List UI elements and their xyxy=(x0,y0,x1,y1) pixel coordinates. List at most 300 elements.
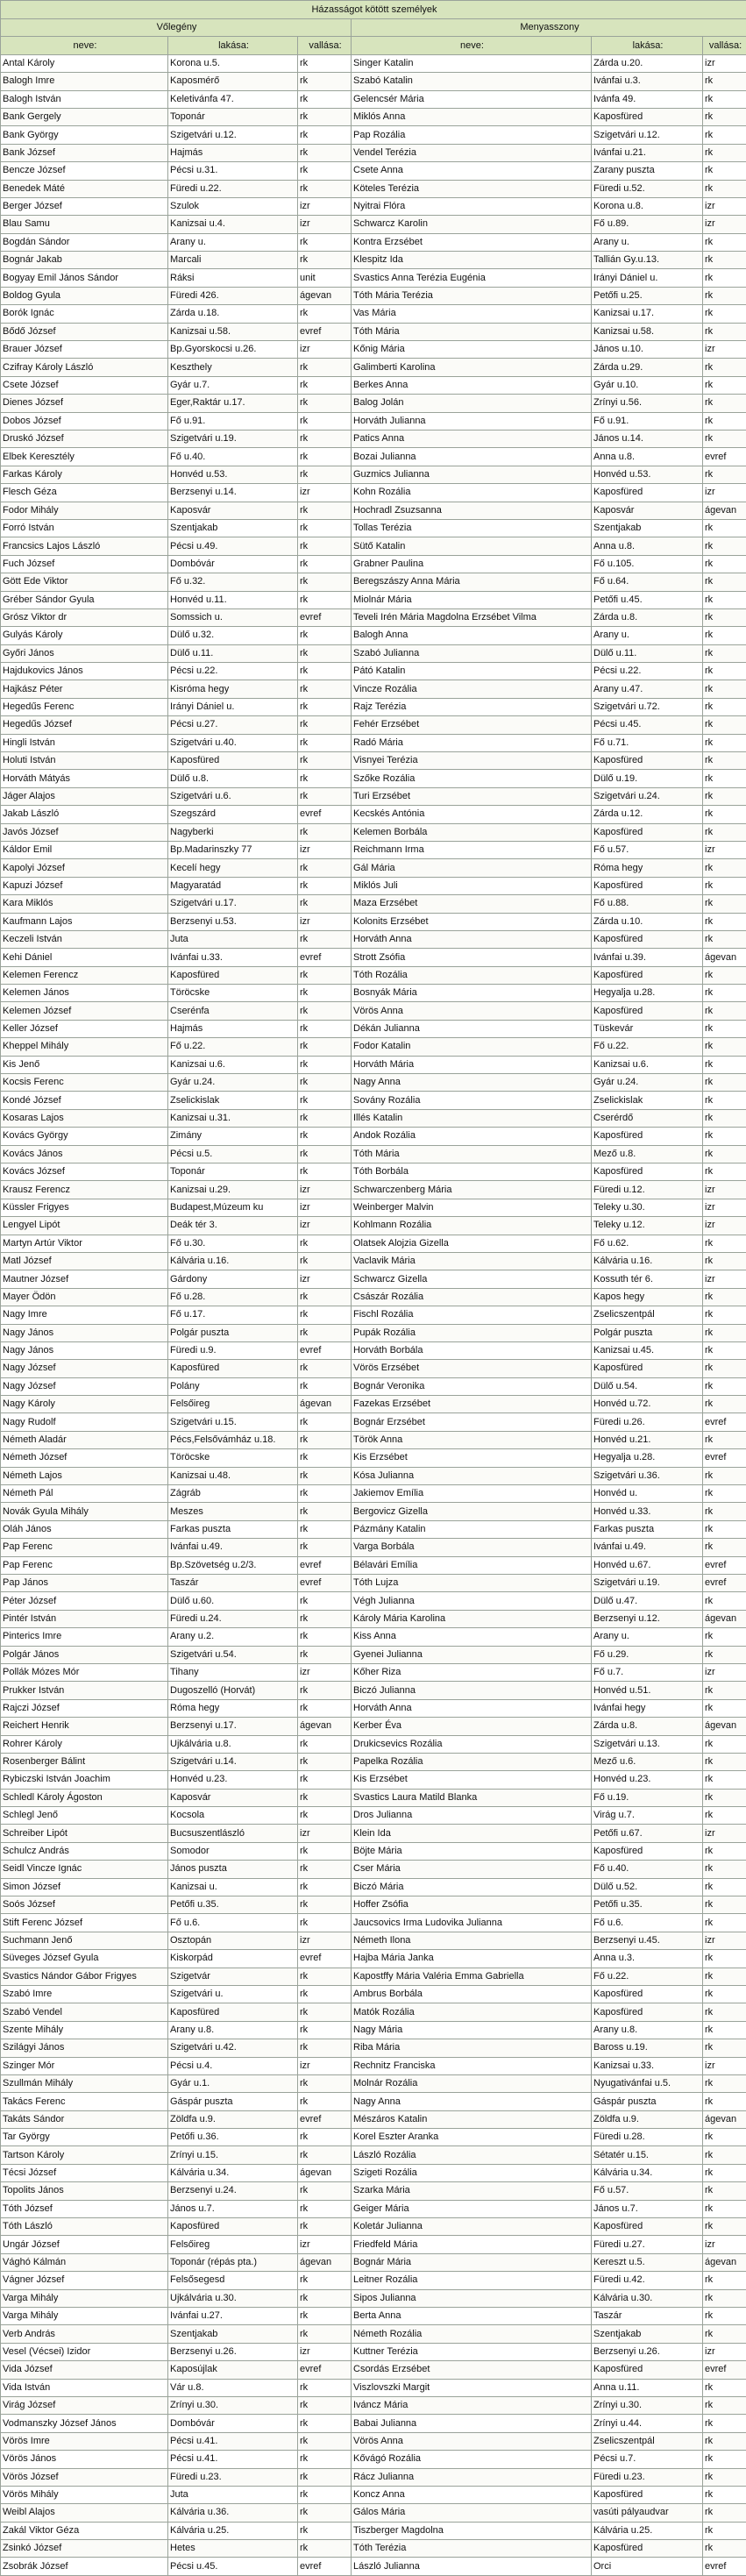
groom-name-cell: Kosaras Lajos xyxy=(1,1109,168,1127)
bride-religion-cell: rk xyxy=(703,1341,746,1359)
groom-name-cell: Schledl Károly Ágoston xyxy=(1,1789,168,1806)
bride-religion-cell: rk xyxy=(703,1735,746,1753)
groom-name-cell: Weibl Alajos xyxy=(1,2504,168,2522)
table-row xyxy=(1,287,746,304)
bride-religion-cell: rk xyxy=(703,2003,746,2021)
bride-name-cell: Kohlmann Rozália xyxy=(352,1217,592,1235)
bride-residence-cell: Fő u.91. xyxy=(592,412,703,430)
groom-residence-cell: Füredi u.22. xyxy=(168,180,298,197)
groom-residence-cell: Farkas puszta xyxy=(168,1520,298,1538)
groom-name-cell: Kehi Dániel xyxy=(1,949,168,966)
groom-residence-cell: Berzsenyi u.26. xyxy=(168,2343,298,2360)
groom-residence-cell: Szigetvári u.12. xyxy=(168,126,298,144)
table-row xyxy=(1,1360,746,1377)
bride-residence-cell: Kapos hegy xyxy=(592,1288,703,1306)
groom-name-cell: Keczeli István xyxy=(1,930,168,948)
table-row xyxy=(1,770,746,787)
table-row xyxy=(1,2039,746,2057)
table-row xyxy=(1,54,746,72)
table-row xyxy=(1,197,746,215)
bride-religion-cell: rk xyxy=(703,144,746,161)
table-row xyxy=(1,2451,746,2468)
groom-religion-cell: rk xyxy=(298,1682,352,1699)
groom-name-cell: Bogyay Emil János Sándor xyxy=(1,269,168,287)
bride-residence-cell: Pécsi u.22. xyxy=(592,663,703,680)
table-row xyxy=(1,1699,746,1717)
table-row xyxy=(1,2218,746,2236)
groom-name-cell: Szabó Vendel xyxy=(1,2003,168,2021)
bride-residence-cell: Kálvária u.34. xyxy=(592,2164,703,2181)
groom-name-cell: Suchmann Jenő xyxy=(1,1932,168,1949)
groom-name-cell: Kis Jenő xyxy=(1,1056,168,1073)
groom-religion-cell: rk xyxy=(298,2289,352,2307)
bride-religion-cell: rk xyxy=(703,1628,746,1646)
groom-religion-cell: evref xyxy=(298,2110,352,2128)
bride-name-cell: Pupák Rozália xyxy=(352,1324,592,1341)
bride-residence-cell: Zrínyi u.56. xyxy=(592,395,703,412)
groom-name-cell: Takáts Sándor xyxy=(1,2110,168,2128)
bride-name-cell: Kerber Éva xyxy=(352,1718,592,1735)
groom-name-cell: Pollák Mózes Mór xyxy=(1,1663,168,1681)
groom-religion-cell: rk xyxy=(298,1646,352,1663)
groom-name-cell: Técsi József xyxy=(1,2164,168,2181)
groom-name-cell: Szilágyi János xyxy=(1,2039,168,2057)
groom-name-cell: Pap János xyxy=(1,1574,168,1591)
groom-religion-cell: rk xyxy=(298,395,352,412)
groom-name-cell: Kara Miklós xyxy=(1,895,168,913)
groom-name-cell: Nagy János xyxy=(1,1324,168,1341)
bride-religion-cell: rk xyxy=(703,2415,746,2432)
groom-residence-cell: Dugoszelló (Horvát) xyxy=(168,1682,298,1699)
bride-religion-cell: rk xyxy=(703,1092,746,1109)
groom-religion-cell: rk xyxy=(298,305,352,323)
bride-residence-cell: Kanizsai u.58. xyxy=(592,323,703,340)
groom-residence-cell: Polgár puszta xyxy=(168,1324,298,1341)
bride-residence-cell: Dülő u.54. xyxy=(592,1377,703,1395)
groom-religion-cell: rk xyxy=(298,680,352,698)
groom-religion-cell: izr xyxy=(298,216,352,233)
bride-residence-cell: Zárda u.20. xyxy=(592,54,703,72)
groom-religion-cell: rk xyxy=(298,787,352,805)
table-row xyxy=(1,2200,746,2217)
bride-name-cell: Kontra Erzsébet xyxy=(352,233,592,251)
table-row xyxy=(1,126,746,144)
groom-name-cell: Javós József xyxy=(1,823,168,841)
groom-religion-cell: rk xyxy=(298,2039,352,2057)
groom-name-cell: Rosenberger Bálint xyxy=(1,1753,168,1770)
table-row xyxy=(1,484,746,502)
groom-religion-cell: izr xyxy=(298,2057,352,2074)
groom-residence-cell: Fő u.17. xyxy=(168,1306,298,1324)
bride-name-cell: Mészáros Katalin xyxy=(352,2110,592,2128)
table-row xyxy=(1,1592,746,1610)
groom-religion-cell: rk xyxy=(298,2504,352,2522)
table-row xyxy=(1,341,746,359)
table-row xyxy=(1,1574,746,1591)
bride-name-cell: Tóth Lujza xyxy=(352,1574,592,1591)
groom-residence-cell: Szigetvári u.6. xyxy=(168,787,298,805)
bride-residence-cell: Füredi u.23. xyxy=(592,2468,703,2486)
groom-religion-cell: evref xyxy=(298,608,352,626)
groom-name-cell: Benedek Máté xyxy=(1,180,168,197)
bride-name-cell: Gál Mária xyxy=(352,859,592,877)
groom-religion-cell: evref xyxy=(298,806,352,823)
table-row xyxy=(1,2272,746,2289)
groom-name-cell: Hegedűs József xyxy=(1,716,168,734)
groom-name-cell: Fuch József xyxy=(1,555,168,573)
bride-religion-cell: evref xyxy=(703,2558,746,2575)
groom-name-cell: Seidl Vincze Ignác xyxy=(1,1861,168,1878)
groom-residence-cell: Eger,Raktár u.17. xyxy=(168,395,298,412)
table-row xyxy=(1,913,746,930)
groom-residence-cell: Fő u.40. xyxy=(168,448,298,466)
group-header-row xyxy=(1,19,746,37)
groom-name-cell: Pinterics Imre xyxy=(1,1628,168,1646)
groom-residence-cell: Gárdony xyxy=(168,1270,298,1288)
groom-residence-cell: Fő u.32. xyxy=(168,573,298,591)
bride-religion-cell: rk xyxy=(703,1807,746,1825)
table-row xyxy=(1,359,746,376)
groom-residence-cell: Cserénfa xyxy=(168,1002,298,1020)
bride-religion-cell: rk xyxy=(703,1145,746,1163)
bride-name-cell: Csete Anna xyxy=(352,162,592,180)
bride-religion-cell: evref xyxy=(703,1556,746,1574)
groom-name-cell: Schlegl Jenő xyxy=(1,1807,168,1825)
groom-name-cell: Svastics Nándor Gábor Frigyes xyxy=(1,1968,168,1985)
bride-residence-cell: Zrínyi u.44. xyxy=(592,2415,703,2432)
groom-name-cell: Martyn Artúr Viktor xyxy=(1,1235,168,1252)
bride-residence-cell: Fő u.89. xyxy=(592,216,703,233)
groom-residence-cell: Somssich u. xyxy=(168,608,298,626)
bride-religion-cell: rk xyxy=(703,985,746,1002)
table-row xyxy=(1,305,746,323)
bride-name-cell: Fehér Erzsébet xyxy=(352,716,592,734)
table-row xyxy=(1,1002,746,1020)
table-row xyxy=(1,2415,746,2432)
groom-religion-cell: rk xyxy=(298,716,352,734)
groom-religion-cell: rk xyxy=(298,412,352,430)
bride-residence-cell: Szentjakab xyxy=(592,2325,703,2343)
table-row xyxy=(1,162,746,180)
groom-name-cell: Bank József xyxy=(1,144,168,161)
bride-name-cell: Molnár Rozália xyxy=(352,2074,592,2092)
bride-name-cell: Szigeti Rozália xyxy=(352,2164,592,2181)
groom-name-cell: Prukker István xyxy=(1,1682,168,1699)
table-row xyxy=(1,2432,746,2450)
groom-residence-cell: Gyár u.1. xyxy=(168,2074,298,2092)
groom-residence-cell: Kaposfüred xyxy=(168,966,298,984)
groom-residence-cell: Petőfi u.35. xyxy=(168,1896,298,1914)
groom-residence-cell: Kálvária u.25. xyxy=(168,2522,298,2539)
bride-religion-cell: rk xyxy=(703,1950,746,1968)
bride-residence-cell: Virág u.7. xyxy=(592,1807,703,1825)
groom-name-cell: Matl József xyxy=(1,1252,168,1270)
bride-residence-cell: Füredi u.27. xyxy=(592,2236,703,2253)
bride-religion-cell: izr xyxy=(703,54,746,72)
groom-name-cell: Stift Ferenc József xyxy=(1,1914,168,1932)
groom-residence-cell: Dülő u.60. xyxy=(168,1592,298,1610)
bride-religion-cell: rk xyxy=(703,2486,746,2503)
bride-residence-cell: Petőfi u.35. xyxy=(592,1896,703,1914)
bride-residence-cell: Dülő u.19. xyxy=(592,770,703,787)
groom-religion-cell: rk xyxy=(298,2432,352,2450)
bride-religion-cell: rk xyxy=(703,2468,746,2486)
groom-residence-cell: Szigetvári u.15. xyxy=(168,1413,298,1431)
bride-name-cell: Singer Katalin xyxy=(352,54,592,72)
groom-residence-cell: Bp.Szövetség u.2/3. xyxy=(168,1556,298,1574)
bride-religion-cell: rk xyxy=(703,913,746,930)
bride-name-cell: Hajba Mária Janka xyxy=(352,1950,592,1968)
bride-name-cell: Bosnyák Mária xyxy=(352,985,592,1002)
bride-religion-cell: rk xyxy=(703,787,746,805)
bride-religion-cell: rk xyxy=(703,1878,746,1896)
table-row xyxy=(1,1878,746,1896)
groom-residence-cell: Honvéd u.23. xyxy=(168,1771,298,1789)
bride-religion-cell: ágevan xyxy=(703,502,746,519)
bride-religion-cell: rk xyxy=(703,573,746,591)
bride-religion-cell: rk xyxy=(703,1288,746,1306)
table-row xyxy=(1,716,746,734)
groom-name-cell: Tartson Károly xyxy=(1,2146,168,2164)
groom-residence-cell: Zimány xyxy=(168,1128,298,1145)
groom-religion-cell: rk xyxy=(298,233,352,251)
bride-religion-cell: rk xyxy=(703,2379,746,2396)
groom-name-cell: Zakál Viktor Géza xyxy=(1,2522,168,2539)
table-row xyxy=(1,1217,746,1235)
bride-religion-cell: rk xyxy=(703,1485,746,1503)
bride-religion-cell: rk xyxy=(703,2451,746,2468)
groom-religion-cell: rk xyxy=(298,877,352,894)
groom-religion-cell: rk xyxy=(298,1735,352,1753)
bride-residence-cell: Berzsenyi u.45. xyxy=(592,1932,703,1949)
table-row xyxy=(1,430,746,447)
bride-residence-header: lakása: xyxy=(592,37,703,54)
bride-name-cell: Rechnitz Franciska xyxy=(352,2057,592,2074)
table-row xyxy=(1,1109,746,1127)
groom-residence-cell: Berzsenyi u.53. xyxy=(168,913,298,930)
bride-name-cell: Vörös Anna xyxy=(352,2432,592,2450)
bride-religion-cell: izr xyxy=(703,1199,746,1216)
bride-residence-cell: Fő u.105. xyxy=(592,555,703,573)
bride-name-cell: Miklós Anna xyxy=(352,108,592,125)
bride-name-cell: Horváth Borbála xyxy=(352,1341,592,1359)
bride-name-cell: Szabó Julianna xyxy=(352,644,592,662)
table-row xyxy=(1,73,746,90)
bride-name-cell: Németh Rozália xyxy=(352,2325,592,2343)
bride-religion-cell: rk xyxy=(703,1431,746,1448)
groom-religion-cell: rk xyxy=(298,1002,352,1020)
groom-religion-cell: rk xyxy=(298,126,352,144)
groom-residence-cell: Dombóvár xyxy=(168,555,298,573)
groom-religion-cell: izr xyxy=(298,484,352,502)
bride-name-cell: Ambrus Borbála xyxy=(352,1985,592,2003)
bride-religion-cell: rk xyxy=(703,1056,746,1073)
groom-religion-cell: rk xyxy=(298,1449,352,1467)
groom-name-cell: Kapolyi József xyxy=(1,859,168,877)
table-row xyxy=(1,1610,746,1627)
groom-religion-cell: rk xyxy=(298,502,352,519)
table-row xyxy=(1,1181,746,1199)
bride-religion-cell: rk xyxy=(703,73,746,90)
groom-residence-cell: Pécsi u.45. xyxy=(168,2558,298,2575)
groom-residence-cell: Hajmás xyxy=(168,144,298,161)
table-row xyxy=(1,2182,746,2200)
bride-residence-cell: Honvéd u.72. xyxy=(592,1396,703,1413)
table-row xyxy=(1,233,746,251)
bride-name-cell: Dros Julianna xyxy=(352,1807,592,1825)
groom-residence-cell: Szigetvári u.14. xyxy=(168,1753,298,1770)
table-row xyxy=(1,734,746,751)
table-row xyxy=(1,1896,746,1914)
bride-name-cell: Bergovicz Gizella xyxy=(352,1503,592,1520)
bride-residence-cell: Zrínyi u.30. xyxy=(592,2396,703,2414)
bride-residence-cell: Füredi u.42. xyxy=(592,2272,703,2289)
groom-residence-cell: Kisróma hegy xyxy=(168,680,298,698)
groom-religion-cell: rk xyxy=(298,591,352,608)
groom-religion-cell: rk xyxy=(298,930,352,948)
bride-name-cell: Berta Anna xyxy=(352,2308,592,2325)
bride-name-cell: Svastics Anna Terézia Eugénia xyxy=(352,269,592,287)
groom-name-cell: Németh Aladár xyxy=(1,1431,168,1448)
groom-residence-cell: Gáspár puszta xyxy=(168,2093,298,2110)
bride-religion-cell: evref xyxy=(703,1413,746,1431)
bride-residence-cell: Sétatér u.15. xyxy=(592,2146,703,2164)
bride-name-cell: Kiss Anna xyxy=(352,1628,592,1646)
groom-religion-cell: izr xyxy=(298,1663,352,1681)
bride-name-cell: Sovány Rozália xyxy=(352,1092,592,1109)
bride-name-cell: Horváth Anna xyxy=(352,1699,592,1717)
groom-residence-cell: Kanizsai u.29. xyxy=(168,1181,298,1199)
table-row xyxy=(1,644,746,662)
table-row xyxy=(1,1324,746,1341)
bride-religion-cell: rk xyxy=(703,287,746,304)
groom-name-cell: Tóth László xyxy=(1,2218,168,2236)
bride-residence-cell: Fő u.40. xyxy=(592,1861,703,1878)
groom-religion-cell: rk xyxy=(298,1699,352,1717)
groom-residence-cell: Szigetvári u.19. xyxy=(168,430,298,447)
bride-religion-cell: rk xyxy=(703,412,746,430)
table-row xyxy=(1,1485,746,1503)
table-row xyxy=(1,1789,746,1806)
bride-residence-cell: Zárda u.8. xyxy=(592,1718,703,1735)
bride-residence-cell: Kanizsai u.45. xyxy=(592,1341,703,1359)
groom-name-cell: Balogh Imre xyxy=(1,73,168,90)
bride-religion-cell: rk xyxy=(703,1503,746,1520)
groom-residence-cell: Kiskorpád xyxy=(168,1950,298,1968)
groom-name-cell: Pintér István xyxy=(1,1610,168,1627)
bride-residence-cell: Kaposfüred xyxy=(592,108,703,125)
groom-name-cell: Czifray Károly László xyxy=(1,359,168,376)
groom-religion-cell: rk xyxy=(298,2325,352,2343)
bride-residence-cell: Kaposfüred xyxy=(592,1163,703,1181)
bride-religion-cell: rk xyxy=(703,555,746,573)
bride-religion-cell: izr xyxy=(703,1663,746,1681)
bride-residence-cell: Fő u.22. xyxy=(592,1968,703,1985)
bride-religion-cell: rk xyxy=(703,1646,746,1663)
groom-religion-cell: rk xyxy=(298,1968,352,1985)
bride-residence-cell: Fő u.88. xyxy=(592,895,703,913)
groom-name-cell: Nagy József xyxy=(1,1377,168,1395)
bride-name-cell: Miklós Juli xyxy=(352,877,592,894)
bride-name-cell: Sipos Julianna xyxy=(352,2289,592,2307)
groom-residence-cell: Pécsi u.49. xyxy=(168,537,298,555)
groom-religion-cell: rk xyxy=(298,985,352,1002)
groom-religion-cell: evref xyxy=(298,2361,352,2379)
groom-name-cell: Keller József xyxy=(1,1020,168,1037)
groom-religion-cell: evref xyxy=(298,1574,352,1591)
bride-residence-cell: Szigetvári u.12. xyxy=(592,126,703,144)
bride-name-cell: Guzmics Julianna xyxy=(352,466,592,483)
bride-religion-cell: rk xyxy=(703,1861,746,1878)
groom-religion-cell: rk xyxy=(298,627,352,644)
bride-religion-cell: rk xyxy=(703,1020,746,1037)
groom-residence-cell: Toponár xyxy=(168,108,298,125)
bride-name-cell: Szőke Rozália xyxy=(352,770,592,787)
bride-religion-cell: rk xyxy=(703,966,746,984)
groom-residence-cell: Pécsi u.27. xyxy=(168,716,298,734)
bride-residence-cell: Honvéd u.53. xyxy=(592,466,703,483)
table-row xyxy=(1,680,746,698)
bride-name-cell: Matók Rozália xyxy=(352,2003,592,2021)
bride-religion-cell: rk xyxy=(703,108,746,125)
bride-name-cell: Rajz Terézia xyxy=(352,698,592,715)
table-row xyxy=(1,895,746,913)
groom-religion-cell: rk xyxy=(298,1592,352,1610)
groom-religion-cell: rk xyxy=(298,2129,352,2146)
bride-name-cell: Rácz Julianna xyxy=(352,2468,592,2486)
bride-religion-cell: rk xyxy=(703,269,746,287)
groom-residence-cell: Irányi Dániel u. xyxy=(168,698,298,715)
bride-religion-cell: rk xyxy=(703,180,746,197)
groom-residence-cell: Kálvária u.16. xyxy=(168,1252,298,1270)
groom-religion-cell: rk xyxy=(298,1503,352,1520)
groom-name-cell: Rajczi József xyxy=(1,1699,168,1717)
groom-religion-cell: rk xyxy=(298,2093,352,2110)
groom-religion-cell: evref xyxy=(298,1341,352,1359)
table-row xyxy=(1,448,746,466)
groom-residence-cell: Hajmás xyxy=(168,1020,298,1037)
groom-name-cell: Szabó Imre xyxy=(1,1985,168,2003)
groom-residence-cell: Honvéd u.53. xyxy=(168,466,298,483)
table-row xyxy=(1,1288,746,1306)
groom-religion-cell: rk xyxy=(298,1485,352,1503)
groom-residence-header: lakása: xyxy=(168,37,298,54)
groom-name-cell: Flesch Géza xyxy=(1,484,168,502)
bride-residence-cell: Petőfi u.67. xyxy=(592,1825,703,1842)
groom-residence-cell: Füredi 426. xyxy=(168,287,298,304)
bride-name-cell: Tóth Terézia xyxy=(352,2540,592,2558)
groom-name-cell: Németh József xyxy=(1,1449,168,1467)
groom-residence-cell: Magyaratád xyxy=(168,877,298,894)
groom-residence-cell: Töröcske xyxy=(168,985,298,1002)
groom-name-cell: Vörös József xyxy=(1,2468,168,2486)
groom-religion-cell: ágevan xyxy=(298,2164,352,2181)
table-row xyxy=(1,698,746,715)
bride-name-cell: Gelencsér Mária xyxy=(352,90,592,108)
bride-residence-cell: Kaposfüred xyxy=(592,1128,703,1145)
bride-religion-cell: rk xyxy=(703,698,746,715)
bride-religion-cell: rk xyxy=(703,1396,746,1413)
groom-religion-cell: rk xyxy=(298,180,352,197)
bride-residence-cell: Fő u.57. xyxy=(592,2182,703,2200)
bride-religion-cell: rk xyxy=(703,1467,746,1484)
groom-residence-cell: Kecelí hegy xyxy=(168,859,298,877)
table-row xyxy=(1,1663,746,1681)
bride-residence-cell: Anna u.8. xyxy=(592,537,703,555)
groom-name-cell: Schreiber Lipót xyxy=(1,1825,168,1842)
table-row xyxy=(1,1985,746,2003)
bride-religion-cell: rk xyxy=(703,877,746,894)
